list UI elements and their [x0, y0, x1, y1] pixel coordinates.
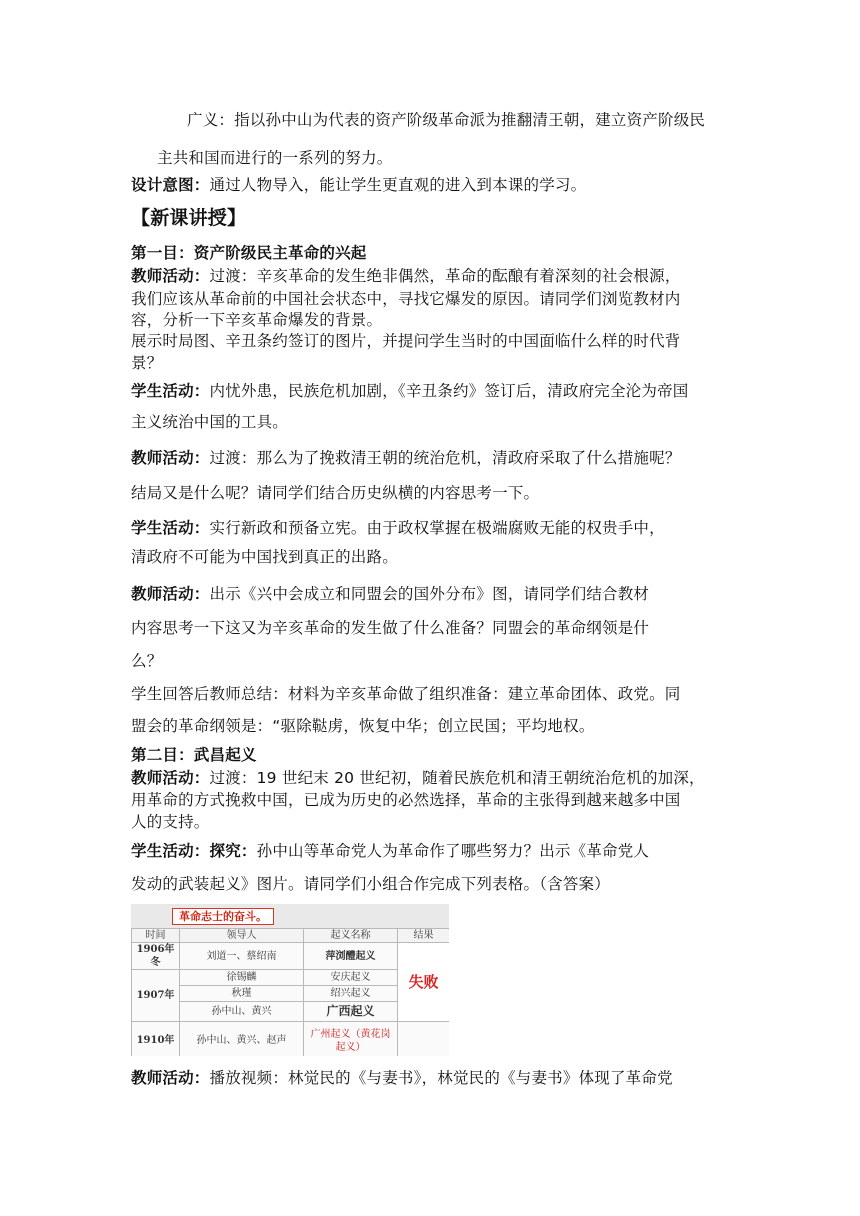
cell-uprising: 广西起义: [304, 1002, 398, 1022]
table-row: [132, 1022, 450, 1057]
part1-title: 第一目：资产阶级民主革命的兴起: [131, 244, 367, 262]
paragraph-text: 播放视频：林觉民的《与妻书》，林觉民的《与妻书》体现了革命党: [209, 1069, 673, 1087]
part2-student1-line-2: 发动的武装起义》图片。请同学们小组合作完成下列表格。（含答案）: [131, 875, 610, 893]
paragraph-text: 出示《兴中会成立和同盟会的国外分布》图，请同学们结合教材: [209, 585, 650, 603]
paragraph-text: 内忧外患，民族危机加剧，《辛丑条约》签订后，清政府完全沦为帝国: [209, 382, 689, 400]
student-activity-label: 学生活动：: [131, 382, 210, 400]
cell-time: 1910年: [132, 1022, 180, 1057]
part1-summary-line-2: 盟会的革命纲领是：“驱除鞑虏，恢复中华；创立民国；平均地权。: [131, 717, 595, 735]
explore-label: 探究：: [209, 842, 257, 860]
part1-teacher1-line-3: 容，分析一下辛亥革命爆发的背景。: [131, 311, 383, 329]
paragraph-text: 孙中山等革命党人为革命作了哪些努力？出示《革命党人: [256, 842, 650, 860]
part2-title: 第二目：武昌起义: [131, 746, 257, 764]
cell-result: 失败: [398, 943, 450, 1022]
student-activity-label: 学生活动：: [131, 519, 210, 537]
part1-teacher3-line-1: [131, 584, 741, 604]
teacher-activity-label: 教师活动：: [131, 1069, 210, 1087]
section-title: 【新课讲授】: [131, 207, 247, 229]
part2-teacher-last: [131, 1068, 741, 1088]
cell-leader: 刘道一、蔡绍南: [180, 943, 304, 970]
cell-uprising: 萍浏醴起义: [304, 943, 398, 970]
part1-teacher2-line-1: [131, 448, 741, 468]
design-intent: [131, 175, 741, 195]
part2-teacher1-line-3: 人的支持。: [131, 813, 210, 831]
part1-student2-line-1: [131, 518, 741, 538]
revolution-table-image: [131, 904, 449, 1056]
paragraph-text: 过渡：那么为了挽救清王朝的统治危机，清政府采取了什么措施呢？: [209, 449, 681, 467]
teacher-activity-label: 教师活动：: [131, 449, 210, 467]
cell-leader: 徐锡麟: [180, 970, 304, 986]
part1-student1-line-1: [131, 381, 741, 401]
paragraph-text: 实行新政和预备立宪。由于政权掌握在极端腐败无能的权贵手中，: [209, 519, 665, 537]
table-header-row: [132, 929, 450, 943]
teacher-activity-label: 教师活动：: [131, 267, 210, 285]
cell-leader: 孙中山、黄兴、赵声: [180, 1022, 304, 1057]
uprising-table: [131, 928, 449, 1056]
part1-teacher1-line-5: 景？: [131, 354, 163, 372]
cell-leader: 秋瑾: [180, 986, 304, 1002]
part2-teacher1-line-2: 用革命的方式挽救中国，已成为历史的必然选择，革命的主张得到越来越多中国: [131, 791, 681, 809]
figure-title: 革命志士的奋斗。: [172, 908, 274, 925]
part2-student1-line-1: [131, 841, 741, 861]
cell-uprising: 广州起义（黄花岗起义）: [304, 1022, 398, 1057]
part1-summary-line-1: 学生回答后教师总结：材料为辛亥革命做了组织准备：建立革命团体、政党。同: [131, 685, 681, 703]
header-uprising: 起义名称: [304, 929, 398, 943]
design-intent-text: 通过人物导入，能让学生更直观的进入到本课的学习。: [209, 176, 587, 194]
cell-time: 1906年冬: [132, 943, 180, 970]
part1-teacher1-line-4: 展示时局图、辛丑条约签订的图片，并提问学生当时的中国面临什么样的时代背: [131, 332, 681, 350]
paragraph-text: 过渡：19 世纪末 20 世纪初，随着民族危机和清王朝统治危机的加深，: [209, 769, 705, 787]
definition-line-1: 广义：指以孙中山为代表的资产阶级革命派为推翻清王朝，建立资产阶级民: [187, 111, 706, 129]
header-time: 时间: [132, 929, 180, 943]
cell-result-empty: [398, 1022, 450, 1057]
cell-uprising: 安庆起义: [304, 970, 398, 986]
student-activity-label: 学生活动：: [131, 842, 210, 860]
cell-leader: 孙中山、黄兴: [180, 1002, 304, 1022]
design-intent-label: 设计意图：: [131, 176, 210, 194]
header-leader: 领导人: [180, 929, 304, 943]
cell-time: 1907年: [132, 970, 180, 1022]
part1-teacher1-line-2: 我们应该从革命前的中国社会状态中，寻找它爆发的原因。请同学们浏览教材内: [131, 290, 681, 308]
part1-teacher3-line-3: 么？: [131, 652, 163, 670]
part1-teacher2-line-2: 结局又是什么呢？请同学们结合历史纵横的内容思考一下。: [131, 484, 540, 502]
teacher-activity-label: 教师活动：: [131, 585, 210, 603]
paragraph-text: 过渡：辛亥革命的发生绝非偶然，革命的酝酿有着深刻的社会根源，: [209, 267, 681, 285]
cell-uprising: 绍兴起义: [304, 986, 398, 1002]
definition-line-2: 主共和国而进行的一系列的努力。: [157, 149, 393, 167]
part1-student2-line-2: 清政府不可能为中国找到真正的出路。: [131, 548, 398, 566]
table-row: [132, 943, 450, 970]
part1-student1-line-2: 主义统治中国的工具。: [131, 413, 289, 431]
header-result: 结果: [398, 929, 450, 943]
part2-teacher1-line-1: [131, 768, 741, 788]
teacher-activity-label: 教师活动：: [131, 769, 210, 787]
part1-teacher1-line-1: [131, 266, 741, 286]
part1-teacher3-line-2: 内容思考一下这又为辛亥革命的发生做了什么准备？同盟会的革命纲领是什: [131, 619, 650, 637]
